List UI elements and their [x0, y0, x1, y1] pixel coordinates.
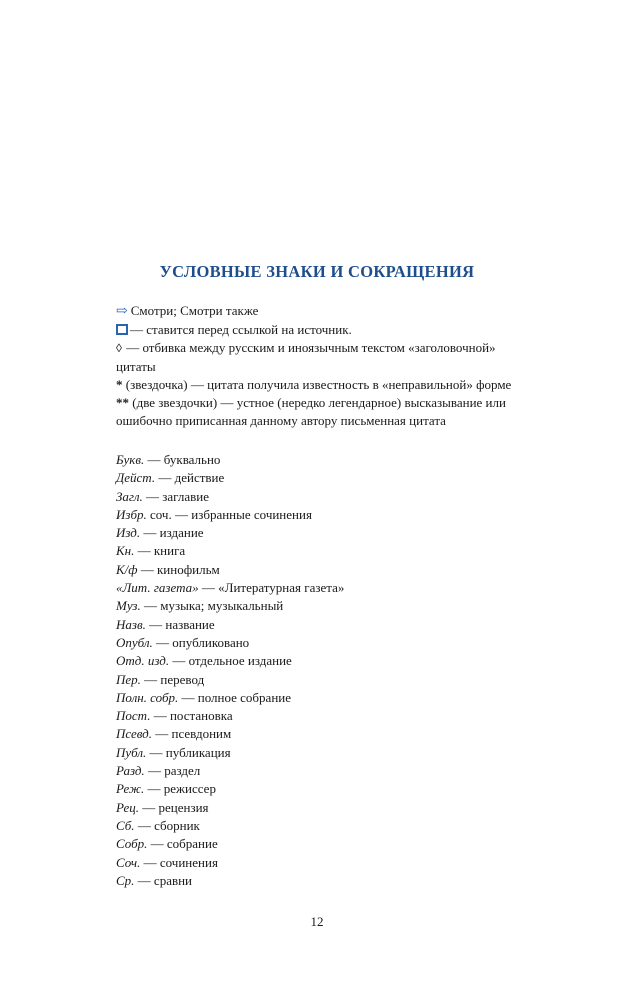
- abbreviation-separator: —: [134, 543, 154, 559]
- abbreviation-meaning: название: [165, 616, 215, 632]
- abbreviation-separator: —: [145, 616, 166, 632]
- abbreviation-term: Рец.: [116, 799, 139, 815]
- symbol-asterisk-line: [116, 376, 536, 394]
- abbreviation-separator: —: [178, 689, 198, 705]
- abbreviation-row: [116, 506, 536, 524]
- abbreviation-meaning: перевод: [160, 671, 205, 687]
- abbreviation-row: [116, 707, 536, 725]
- abbreviation-row: [116, 597, 536, 615]
- abbreviation-row: [116, 634, 536, 652]
- abbreviation-separator: —: [140, 854, 160, 870]
- abbreviation-row: [116, 488, 536, 506]
- symbol-double-asterisk-text: (две звездочки) — устное (нередко легендарное) высказывание или ошибочно приписанная данному автору письменная цитата: [116, 395, 506, 429]
- abbreviation-row: [116, 671, 536, 689]
- abbreviation-meaning: книга: [153, 543, 186, 559]
- abbreviation-term: Муз.: [116, 598, 141, 614]
- symbol-double-asterisk-line: [116, 394, 536, 430]
- symbol-arrow-line: [116, 302, 536, 321]
- abbreviation-term: Пост.: [116, 708, 151, 724]
- abbreviation-meaning: полное собрание: [197, 689, 291, 705]
- abbreviation-term: К/ф: [116, 561, 138, 577]
- abbreviation-term: Сб.: [116, 817, 135, 833]
- abbreviation-separator: —: [150, 708, 170, 724]
- symbol-diamond-line: [116, 339, 536, 375]
- page-title: УСЛОВНЫЕ ЗНАКИ И СОКРАЩЕНИЯ: [159, 262, 475, 281]
- abbreviation-row: [116, 542, 536, 560]
- abbreviation-separator: —: [140, 525, 160, 541]
- abbreviation-meaning: избранные сочинения: [191, 506, 312, 522]
- abbreviation-term: Соч.: [116, 854, 141, 870]
- abbreviation-row: [116, 616, 536, 634]
- abbreviation-separator: —: [198, 580, 219, 596]
- abbreviation-meaning: действие: [174, 470, 225, 486]
- abbreviation-meaning: буквально: [163, 452, 221, 467]
- abbreviation-meaning: издание: [159, 525, 204, 541]
- diamond-icon: ◊: [116, 341, 122, 356]
- abbreviation-row: [116, 799, 536, 817]
- abbreviation-meaning: режиссер: [163, 781, 216, 797]
- abbreviation-term: Собр.: [116, 836, 148, 852]
- abbreviation-term: Изд.: [116, 525, 141, 541]
- abbreviation-separator: —: [139, 799, 159, 815]
- abbreviation-term: Реж.: [116, 781, 145, 797]
- abbreviation-row: [116, 689, 536, 707]
- asterisk-mark: *: [116, 376, 123, 392]
- abbreviation-meaning: заглавие: [162, 488, 209, 504]
- abbreviation-meaning: публикация: [165, 744, 231, 760]
- abbreviation-row: [116, 561, 536, 579]
- abbreviations-list: [116, 451, 536, 890]
- abbreviation-separator: —: [147, 836, 167, 852]
- abbreviation-term: Букв.: [116, 452, 145, 467]
- symbol-arrow-text: Смотри; Смотри также: [130, 303, 259, 318]
- abbreviation-row: [116, 744, 536, 762]
- abbreviation-separator: —: [144, 452, 164, 467]
- abbreviation-term: Пер.: [116, 671, 141, 687]
- symbol-asterisk-text: (звездочка) — цитата получила известность в «неправильной» форме: [125, 376, 512, 392]
- abbreviation-term: Назв.: [116, 616, 146, 632]
- abbreviation-separator: —: [142, 488, 163, 504]
- abbreviation-row: [116, 780, 536, 798]
- page-number: 12: [310, 914, 324, 929]
- abbreviation-meaning: кинофильм: [156, 561, 220, 577]
- abbreviation-separator: —: [144, 763, 165, 779]
- abbreviation-term: Полн. собр.: [116, 689, 179, 705]
- symbol-diamond-text: — отбивка между русским и иноязычным текстом «заголовочной» цитаты: [116, 340, 496, 374]
- abbreviation-term: Дейст.: [116, 470, 156, 486]
- abbreviation-term: Опубл.: [116, 634, 153, 650]
- abbreviation-separator: —: [140, 598, 161, 614]
- abbreviation-meaning: сравни: [153, 872, 193, 888]
- abbreviation-row: [116, 725, 536, 743]
- abbreviation-separator: —: [169, 653, 189, 669]
- abbreviation-meaning: рецензия: [158, 799, 209, 815]
- abbreviation-meaning: раздел: [164, 763, 201, 779]
- abbreviation-row: [116, 579, 536, 597]
- abbreviation-term: Публ.: [116, 744, 147, 760]
- abbreviation-meaning: опубликовано: [172, 634, 250, 650]
- abbreviation-row: [116, 854, 536, 872]
- abbreviation-row: [116, 652, 536, 670]
- abbreviation-term: Разд.: [116, 763, 145, 779]
- abbreviation-term: Загл.: [116, 488, 143, 504]
- abbreviation-row: [116, 835, 536, 853]
- abbreviation-separator: —: [140, 671, 161, 687]
- abbreviation-row: [116, 872, 536, 890]
- abbreviation-separator: —: [151, 726, 172, 742]
- abbreviation-row: [116, 451, 536, 469]
- abbreviation-meaning: музыка; музыкальный: [160, 598, 284, 614]
- abbreviation-separator: —: [146, 744, 166, 760]
- abbreviation-separator: —: [144, 781, 164, 797]
- abbreviation-meaning: отдельное издание: [188, 653, 292, 669]
- abbreviation-term: «Лит. газета»: [116, 580, 199, 596]
- abbreviation-meaning: сочинения: [159, 854, 218, 870]
- abbreviation-separator: —: [155, 470, 175, 486]
- abbreviation-meaning: «Литературная газета»: [218, 580, 345, 596]
- abbreviation-separator: —: [171, 506, 192, 522]
- abbreviation-meaning: собрание: [166, 836, 218, 852]
- abbreviation-term: Псевд.: [116, 726, 152, 742]
- abbreviation-meaning: псевдоним: [171, 726, 232, 742]
- abbreviation-separator: —: [152, 634, 173, 650]
- symbols-legend: [116, 302, 536, 430]
- abbreviation-meaning: постановка: [169, 708, 233, 724]
- abbreviation-term: Кн.: [116, 543, 135, 559]
- abbreviation-separator: —: [134, 817, 155, 833]
- abbreviation-term-rest: соч.: [146, 506, 172, 522]
- square-icon: [116, 324, 128, 335]
- abbreviation-term: Избр.: [116, 506, 147, 522]
- abbreviation-row: [116, 762, 536, 780]
- abbreviation-row: [116, 524, 536, 542]
- arrow-right-icon: ⇨: [116, 304, 128, 319]
- abbreviation-row: [116, 469, 536, 487]
- abbreviation-meaning: сборник: [154, 817, 200, 833]
- abbreviation-term: Ср.: [116, 872, 135, 888]
- symbol-square-line: [116, 321, 536, 339]
- abbreviation-term: Отд. изд.: [116, 653, 170, 669]
- double-asterisk-mark: **: [116, 395, 129, 411]
- symbol-square-text: — ставится перед ссылкой на источник.: [130, 322, 352, 338]
- abbreviation-separator: —: [134, 872, 154, 888]
- abbreviation-row: [116, 817, 536, 835]
- abbreviation-separator: —: [137, 561, 157, 577]
